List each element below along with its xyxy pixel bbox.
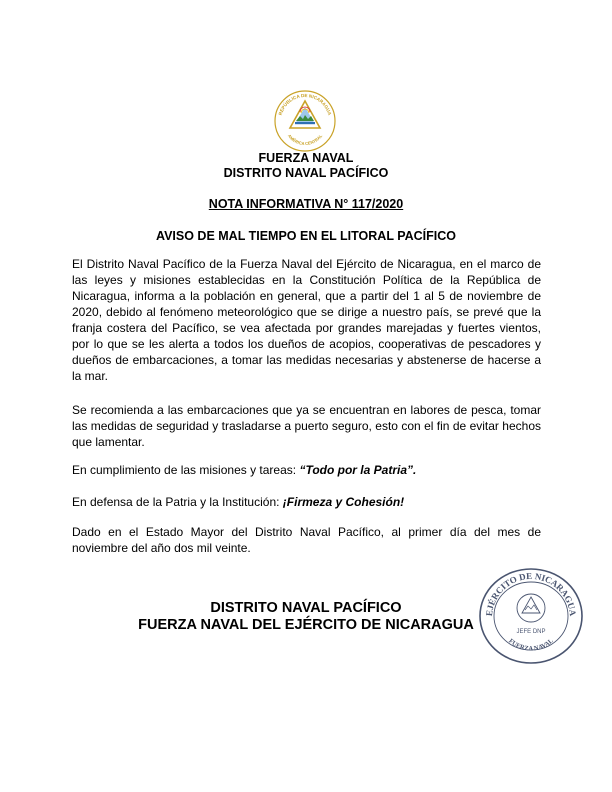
body-paragraph-4 (72, 494, 541, 510)
body-paragraph-2: Se recomienda a las embarcaciones que ya se encuentran en labores de pesca, tomar las medidas de seguridad y trasladarse a puerto seguro, esto con el fin de evitar hechos que lamentar. (72, 403, 541, 449)
signature-line2: FUERZA NAVAL DEL EJÉRCITO DE NICARAGUA (138, 617, 474, 633)
signature-line1: DISTRITO NAVAL PACÍFICO (210, 600, 402, 616)
stamp-center-label: JEFE DNP (516, 629, 546, 635)
motto-firmeza-y-cohesion: ¡Firmeza y Cohesión! (282, 495, 405, 509)
paragraph-4-text: En defensa de la Patria y la Institución: (72, 495, 283, 509)
svg-text:AMÉRICA CENTRAL: AMÉRICA CENTRAL (286, 133, 324, 147)
body-paragraph-1: El Distrito Naval Pacífico de la Fuerza Naval del Ejército de Nicaragua, en el marco de las leyes y misiones establecidas en la Constitución Política de la República de Nicaragua, informa a la población en general, que a partir del 1 al 5 de noviembre de 2020, debido al fenómeno meteorológico que se dirige a nuestro país, se prevé que la franja costera del Pacífico, se vea afectada por grandes marejadas y fuertes vientos, por lo que se les alerta a todos los dueños de acopios, cooperativas de pescadores y dueños de embarcaciones, a tomar las medidas necesarias y abstenerse de hacerse a la mar. (72, 257, 541, 383)
org-name-line2: DISTRITO NAVAL PACÍFICO (223, 166, 389, 180)
org-name-line1: FUERZA NAVAL (258, 151, 354, 165)
svg-text:EJÉRCITO DE NICARAGUA: EJÉRCITO DE NICARAGUA (483, 570, 579, 617)
svg-text:REPÚBLICA DE NICARAGUA: REPÚBLICA DE NICARAGUA (277, 92, 333, 116)
notice-title: AVISO DE MAL TIEMPO EN EL LITORAL PACÍFICO (155, 229, 457, 243)
body-paragraph-date: Dado en el Estado Mayor del Distrito Naval Pacífico, al primer día del mes de noviembre del año dos mil veinte. (72, 525, 541, 555)
note-number: NOTA INFORMATIVA N° 117/2020 (208, 197, 404, 211)
body-paragraph-3 (72, 462, 541, 478)
motto-todo-por-la-patria: “Todo por la Patria”. (299, 463, 417, 477)
official-seal-icon (476, 566, 586, 666)
paragraph-3-text: En cumplimiento de las misiones y tareas: (72, 463, 300, 477)
svg-text:FUERZA NAVAL: FUERZA NAVAL (507, 637, 555, 653)
coat-of-arms-icon (272, 88, 338, 154)
